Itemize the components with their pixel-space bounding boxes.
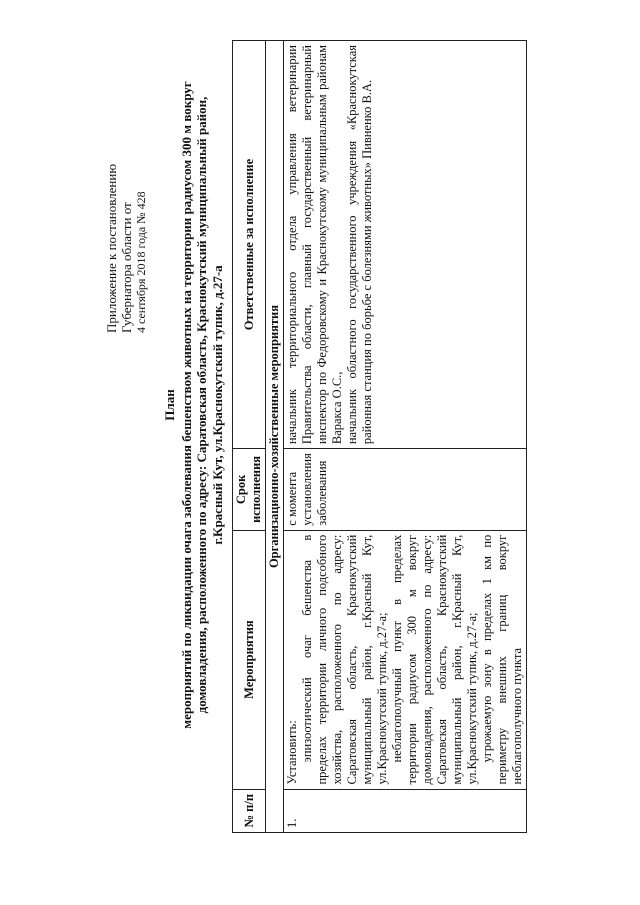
plan-subtitle-line-2: домовладения, расположенного по адресу: Саратовская область, Краснокутский муниципальный район, [194, 96, 209, 714]
table-row [284, 41, 527, 833]
header-num: № п/п [233, 789, 266, 832]
appendix-line-1: Приложение к постановлению [104, 163, 119, 333]
plan-heading [162, 55, 225, 755]
responsible-paragraph-2: начальник областного государственного учреждения «Краснокутская районная станция по борьбе с болезнями животных» Пивненко В.А. [345, 45, 374, 445]
row-num: 1. [284, 789, 527, 832]
appendix-line-2: Губернатора области от [119, 202, 134, 333]
table-header-row [233, 41, 266, 833]
section-row [266, 41, 284, 833]
measures-intro: Установить: [285, 720, 299, 785]
row-measures [284, 530, 527, 789]
measures-paragraph-1: эпизоотический очаг бешенства в пределах территории личного подсобного хозяйства, расположенного по адресу: Саратовская область, Краснокутский муниципальный район, г.Красный Кут, ул.Краснокутский тупик, д.27-а; [300, 534, 389, 785]
section-title: Организационно-хозяйственные мероприятия [266, 41, 284, 833]
appendix-note [104, 33, 149, 333]
plan-subtitle-line-3: г.Красный Кут, ул.Краснокутский тупик, д.27-а [209, 265, 225, 545]
plan-title: План [162, 389, 177, 421]
plan-subtitle-line-1: мероприятий по ликвидации очага заболевания бешенством животных на территории радиусом 300 м вокруг [178, 81, 194, 729]
measures-paragraph-3: угрожаемую зону в пределах 1 км по периметру внешних границ вокруг неблагополучного пункта [480, 534, 524, 785]
plan-table [232, 40, 527, 833]
appendix-line-3: 4 сентября 2018 года № 428 [134, 191, 148, 333]
header-term: Срок исполнения [233, 449, 266, 531]
responsible-paragraph-1: начальник территориального отдела управления ветеринарии Правительства области, главный государственный ветеринарный инспектор по Федоровскому и Краснокутскому муниципальным районам Варакса О.С., [285, 45, 344, 445]
row-term: с момента установления заболевания [284, 449, 527, 531]
measures-paragraph-2: неблагополучный пункт в пределах территории радиусом 300 м вокруг домовладения, расположенного по адресу: Саратовская область, Краснокутский муниципальный район, г.Красный Кут, ул.Краснокутский тупик, д.27-а; [390, 534, 479, 785]
header-responsible: Ответственные за исполнение [233, 41, 266, 449]
row-responsible [284, 41, 527, 449]
header-measures: Мероприятия [233, 530, 266, 789]
